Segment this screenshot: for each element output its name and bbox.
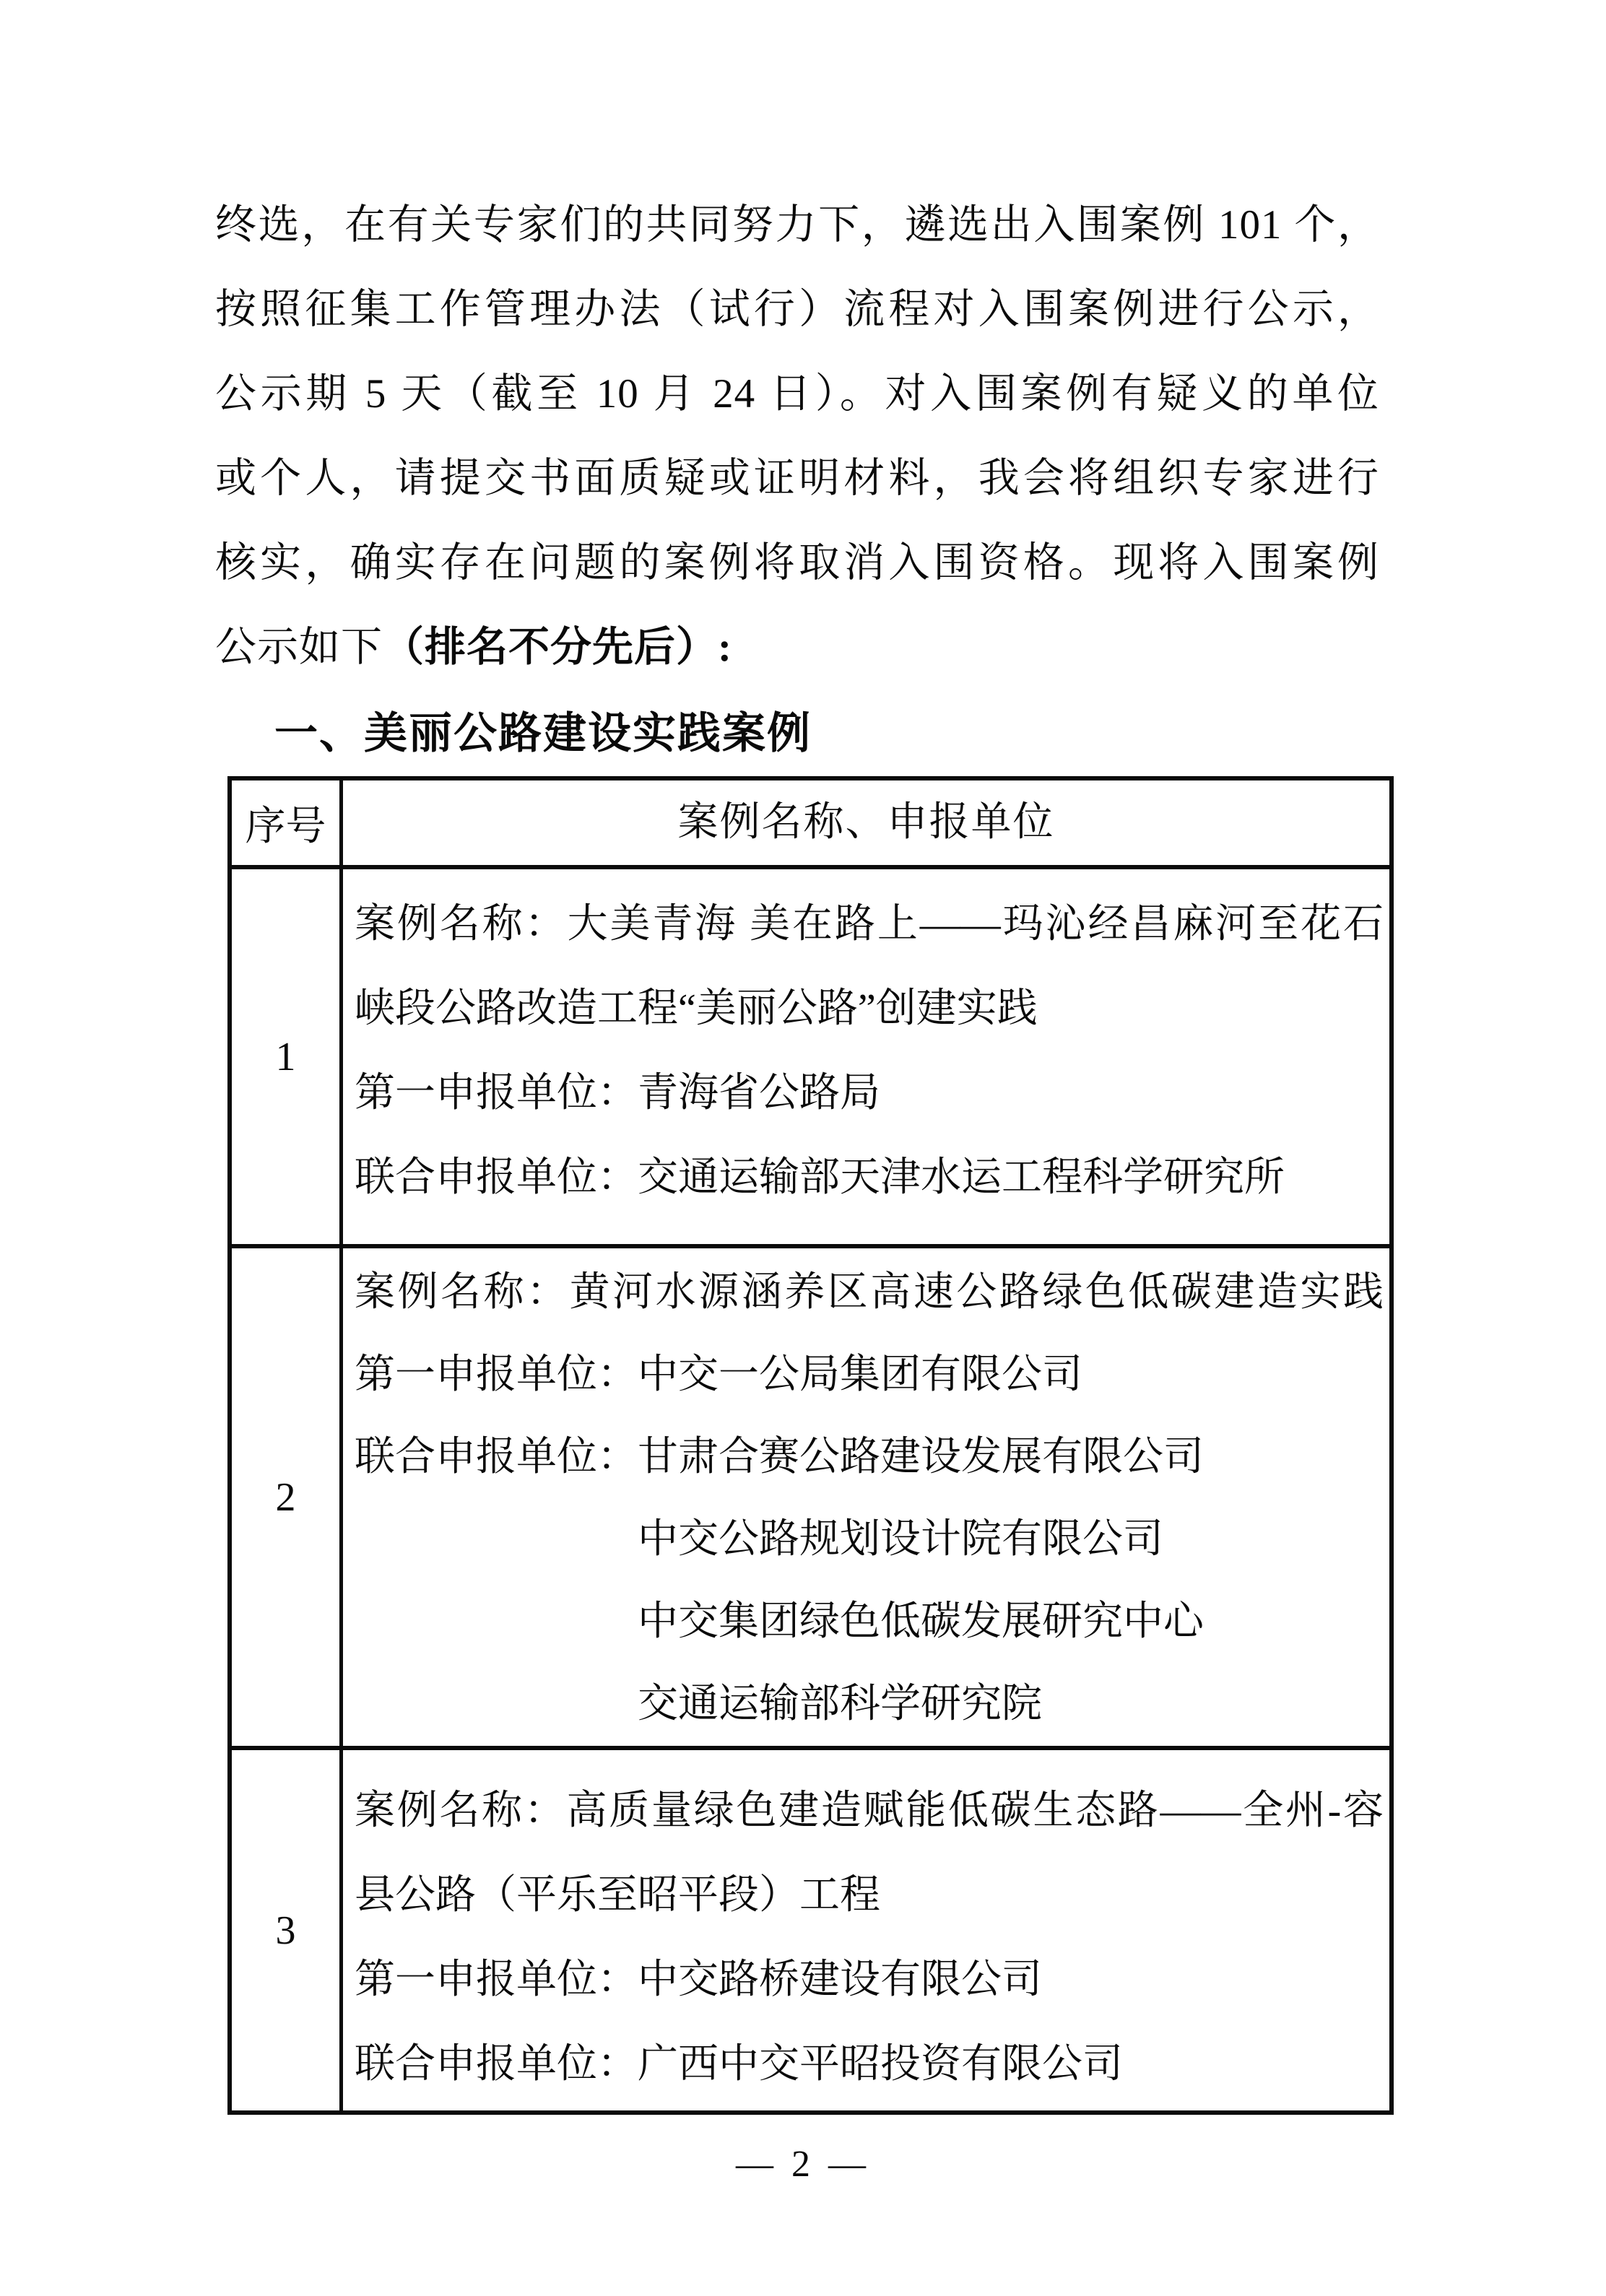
case-text-line: 案例名称：高质量绿色建造赋能低碳生态路——全州-容	[355, 1788, 1384, 1833]
joint-unit-continuation-line: 中交公路规划设计院有限公司	[638, 1517, 1163, 1562]
case-text-line: 联合申报单位：甘肃合赛公路建设发展有限公司	[355, 1435, 1204, 1479]
joint-unit-continuation-line: 交通运输部科学研究院	[638, 1682, 1042, 1726]
paragraph-line: 或个人，请提交书面质疑或证明材料，我会将组织专家进行	[215, 456, 1379, 501]
column-header-case: 案例名称、申报单位	[677, 800, 1055, 845]
intro-paragraph	[215, 183, 1379, 690]
section-heading: 一、美丽公路建设实践案例	[274, 710, 812, 757]
case-details-cell	[343, 1750, 1389, 2110]
case-text-line: 联合申报单位：广西中交平昭投资有限公司	[355, 2042, 1123, 2087]
case-text-line: 第一申报单位：中交一公局集团有限公司	[355, 1352, 1082, 1397]
case-text-line: 第一申报单位：中交路桥建设有限公司	[355, 1957, 1042, 2002]
cases-table	[227, 776, 1394, 2115]
row-serial-number: 1	[232, 869, 343, 1244]
table-row	[232, 1248, 1389, 1750]
page-number: — 2 —	[736, 2144, 870, 2185]
table-row	[232, 1750, 1389, 2110]
table-body	[232, 869, 1389, 2110]
paragraph-line: 按照征集工作管理办法（试行）流程对入围案例进行公示，	[215, 287, 1379, 332]
case-text-line: 第一申报单位：青海省公路局	[355, 1071, 880, 1116]
paragraph-line: 终选，在有关专家们的共同努力下，遴选出入围案例 101 个，	[215, 202, 1379, 248]
paragraph-line: 公示期 5 天（截至 10 月 24 日）。对入围案例有疑义的单位	[215, 371, 1379, 417]
row-serial-number: 2	[232, 1248, 343, 1746]
table-row	[232, 869, 1389, 1248]
case-text-line: 案例名称：黄河水源涵养区高速公路绿色低碳建造实践	[355, 1270, 1384, 1315]
row-serial-number: 3	[232, 1750, 343, 2110]
paragraph-closing-line	[215, 605, 1379, 690]
column-header-serial: 序号	[232, 780, 343, 865]
case-text-line: 案例名称：大美青海 美在路上——玛沁经昌麻河至花石	[355, 902, 1384, 947]
closing-bold-text: （排名不分先后）:	[383, 625, 732, 670]
table-header-row	[232, 780, 1389, 869]
case-text-line: 联合申报单位：交通运输部天津水运工程科学研究所	[355, 1155, 1285, 1200]
case-text-line: 县公路（平乐至昭平段）工程	[355, 1873, 880, 1918]
case-text-line: 峡段公路改造工程“美丽公路”创建实践	[355, 986, 1038, 1031]
joint-unit-continuation-line: 中交集团绿色低碳发展研究中心	[638, 1599, 1204, 1644]
case-details-cell	[343, 869, 1389, 1244]
case-details-cell	[343, 1248, 1389, 1746]
closing-text: 公示如下	[215, 625, 383, 670]
paragraph-line: 核实，确实存在问题的案例将取消入围资格。现将入围案例	[215, 540, 1379, 586]
